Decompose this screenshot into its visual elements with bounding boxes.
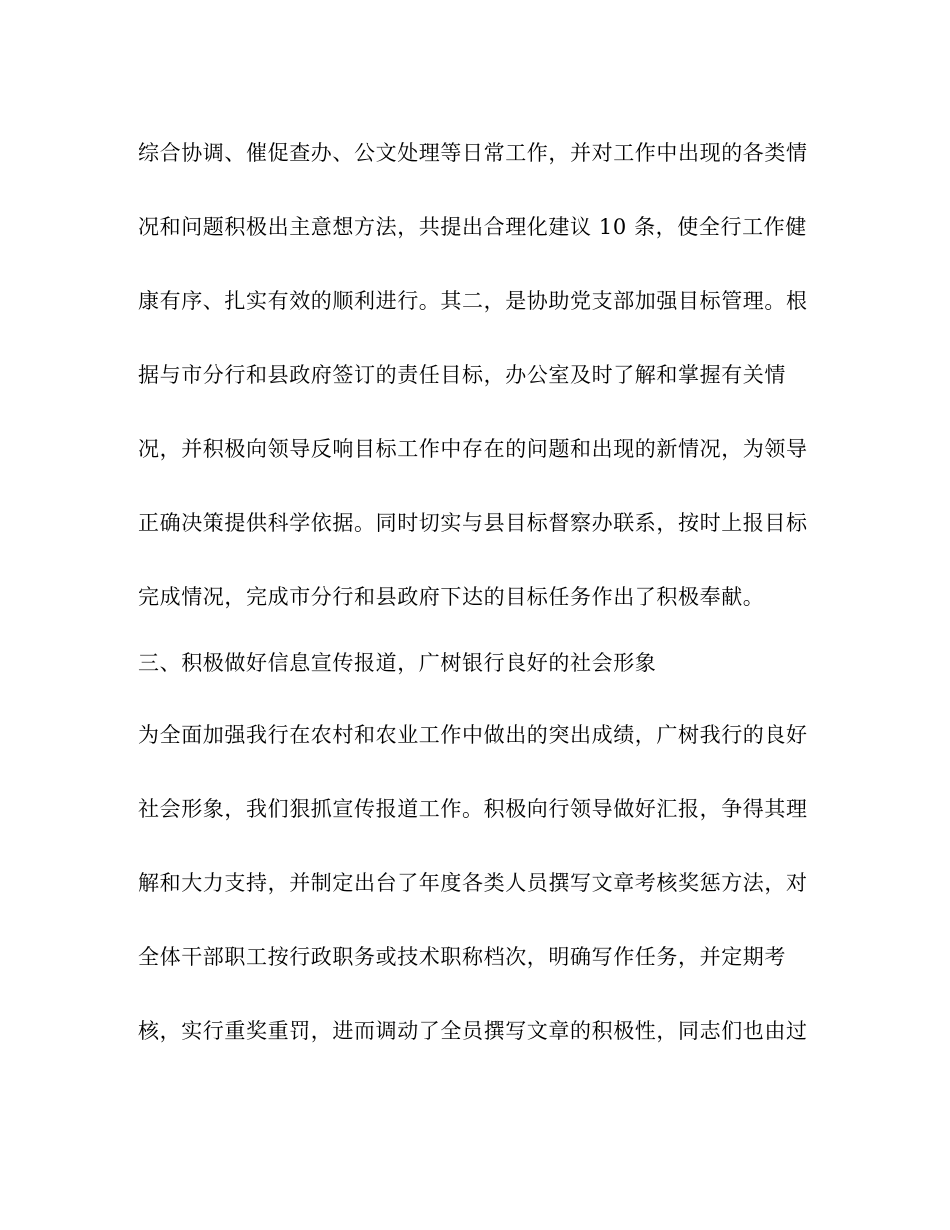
paragraph-line: 核，实行重奖重罚，进而调动了全员撰写文章的积极性，同志们也由过 — [138, 1019, 808, 1043]
paragraph-line: 全体干部职工按行政职务或技术职称档次，明确写作任务，并定期考 — [138, 945, 786, 969]
paragraph-line: 社会形象，我们狠抓宣传报道工作。积极向行领导做好汇报，争得其理 — [138, 797, 808, 821]
paragraph-line: 康有序、扎实有效的顺利进行。其二，是协助党支部加强目标管理。根 — [138, 289, 808, 313]
paragraph-line: 综合协调、催促查办、公文处理等日常工作，并对工作中出现的各类情 — [138, 141, 808, 165]
paragraph-line: 为全面加强我行在农村和农业工作中做出的突出成绩，广树我行的良好 — [138, 723, 808, 747]
paragraph-line: 解和大力支持，并制定出台了年度各类人员撰写文章考核奖惩方法，对 — [138, 871, 808, 895]
section-heading: 三、积极做好信息宣传报道，广树银行良好的社会形象 — [138, 651, 657, 675]
paragraph-line: 据与市分行和县政府签订的责任目标，办公室及时了解和掌握有关情 — [138, 363, 786, 387]
paragraph-line: 正确决策提供科学依据。同时切实与县目标督察办联系，按时上报目标 — [138, 511, 808, 535]
paragraph-line: 完成情况，完成市分行和县政府下达的目标任务作出了积极奉献。 — [138, 585, 765, 609]
paragraph-line: 况，并积极向领导反响目标工作中存在的问题和出现的新情况，为领导 — [138, 437, 808, 461]
paragraph-line: 况和问题积极出主意想方法，共提出合理化建议 10 条，使全行工作健 — [138, 215, 807, 239]
